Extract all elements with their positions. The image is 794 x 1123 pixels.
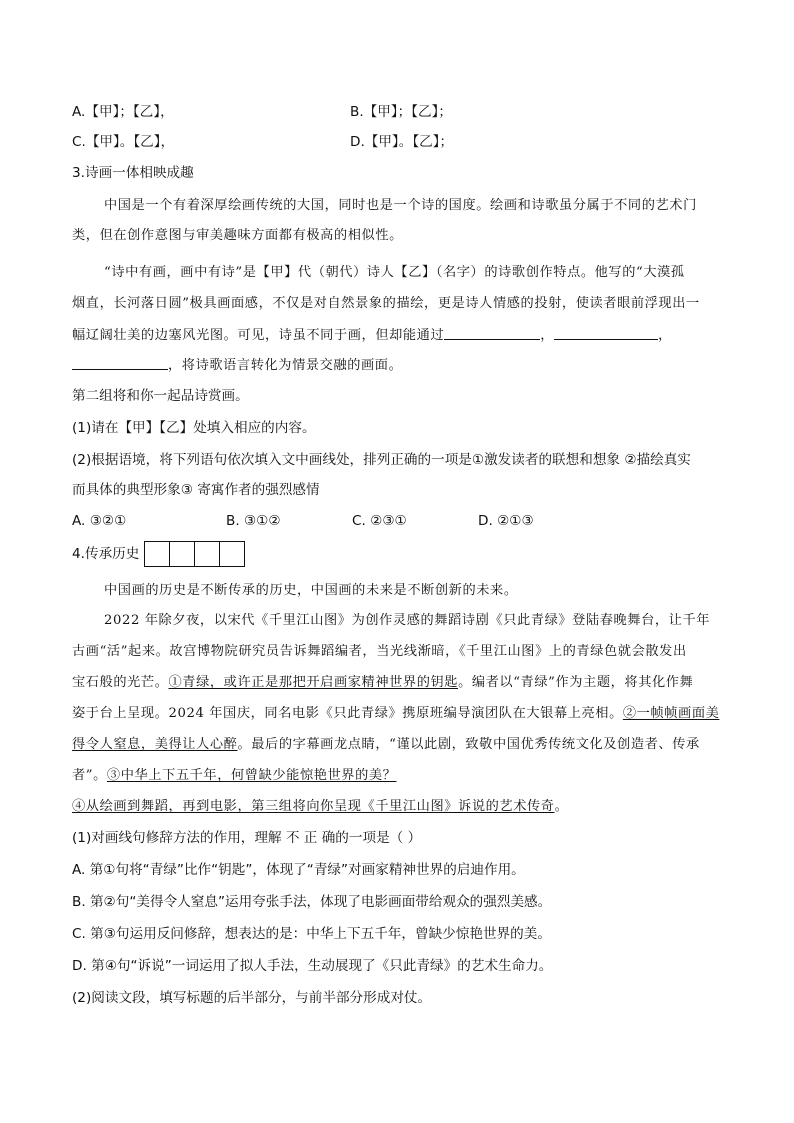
blank-3[interactable] — [72, 357, 168, 370]
q4-line3-text: 宝石般的光芒。 — [72, 675, 169, 690]
q4-subquestion-2: (2)阅读文段，填写标题的后半部分，与前半部分形成对仗。 — [72, 990, 432, 1006]
q4-para2-line4 — [72, 707, 719, 720]
underlined-sentence-3: ③中华上下五千年，何曾缺少能惊艳世界的美？ — [106, 768, 397, 783]
q3-para2-line3-text: 幅辽阔壮美的边塞风光图。可见，诗虽不同于画，但却能通过 — [72, 328, 445, 343]
underlined-sentence-4: ④从绘画到舞蹈，再到电影，第三组将向你呈现《千里江山图》诉说的艺术传奇 — [72, 799, 555, 814]
answer-box[interactable] — [194, 541, 220, 567]
q3-subquestion-1: (1)请在【甲】【乙】处填入相应的内容。 — [72, 420, 316, 436]
comma-1: ， — [540, 328, 555, 343]
q4-option-a: A. 第①句将“青绿”比作“钥匙”，体现了“青绿”对画家精神世界的启迪作用。 — [72, 862, 525, 878]
blank-1[interactable] — [444, 327, 540, 340]
option-b: B.【甲】；【乙】； — [350, 104, 452, 120]
q3-para2-line4 — [72, 357, 402, 372]
q3-para1-line1: 中国是一个有着深厚绘画传统的大国，同时也是一个诗的国度。绘画和诗歌虽分属于不同的艺术门 — [104, 198, 697, 213]
q3-option-c: C. ②③① — [352, 513, 407, 529]
q4-para2-line5 — [72, 738, 700, 751]
q3-subquestion-2-line1: (2)根据语境，将下列语句依次填入文中画线处，排列正确的一项是①激发读者的联想和想象 ②描绘真实 — [72, 452, 691, 468]
underlined-sentence-2-start: ②一帧帧画面美 — [622, 706, 720, 721]
q3-para2-line2: 烟直，长河落日圆”极具画面感，不仅是对自然景象的描绘，更是诗人情感的投射，使读者眼前浮现出一 — [72, 296, 700, 311]
option-c: C.【甲】。【乙】， — [72, 134, 175, 150]
q3-option-b: B. ③①② — [226, 513, 281, 529]
answer-box[interactable] — [219, 541, 245, 567]
q4-para2-line2: 古画“活”起来。故宫博物院研究员告诉舞蹈编者，当光线渐暗，《千里江山图》上的青绿色就会散发出 — [72, 644, 687, 659]
q3-option-d: D. ②①③ — [478, 513, 534, 529]
q3-para2-line4-text: ，将诗歌语言转化为情景交融的画面。 — [168, 358, 403, 373]
q4-para2-line1: 2022 年除夕夜，以宋代《千里江山图》为创作灵感的舞蹈诗剧《只此青绿》登陆春晚舞台，让千年 — [104, 613, 711, 628]
q4-para1: 中国画的历史是不断传承的历史，中国画的未来是不断创新的未来。 — [104, 583, 518, 598]
option-d: D.【甲】。【乙】； — [350, 134, 454, 150]
q4-para2-line7 — [72, 800, 568, 813]
q3-group-text: 第二组将和你一起品诗赏画。 — [72, 388, 249, 404]
q4-line4-text: 姿于台上呈现。2024 年国庆，同名电影《只此青绿》携原班编导演团队在大银幕上亮相。 — [72, 706, 623, 721]
answer-box[interactable] — [169, 541, 195, 567]
q4-option-c: C. 第③句运用反问修辞，想表达的是：中华上下五千年，曾缺少惊艳世界的美。 — [72, 926, 551, 942]
underlined-sentence-1: ①青绿，或许正是那把开启画家精神世界的钥匙 — [168, 675, 459, 690]
q3-para2-line1: “诗中有画，画中有诗”是【甲】代（朝代）诗人【乙】（名字）的诗歌创作特点。他写的“大漠孤 — [104, 265, 685, 280]
underlined-sentence-2-end: 得令人窒息，美得让人心醉 — [72, 737, 238, 752]
q4-title: 4.传承历史 — [72, 546, 140, 562]
q4-para2-line6 — [72, 769, 396, 782]
comma-2: ， — [658, 328, 672, 343]
q4-option-d: D. 第④句“诉说”一词运用了拟人手法，生动展现了《只此青绿》的艺术生命力。 — [72, 958, 553, 974]
q3-subquestion-2-line2: 而具体的典型形象③ 寄寓作者的强烈感情 — [72, 482, 320, 498]
option-a: A.【甲】；【乙】， — [72, 104, 174, 120]
q3-para1-line2: 类，但在创作意图与审美趣味方面都有极高的相似性。 — [72, 228, 403, 243]
blank-2[interactable] — [554, 327, 658, 340]
q3-para2-line3 — [72, 327, 672, 342]
answer-box[interactable] — [144, 541, 170, 567]
answer-boxes[interactable] — [144, 541, 245, 567]
q4-subquestion-1: (1)对画线句修辞方法的作用，理解 不 正 确的一项是（ ） — [72, 830, 422, 846]
q4-option-b: B. 第②句“美得令人窒息”运用夸张手法，体现了电影画面带给观众的强烈美感。 — [72, 894, 552, 910]
q4-line3-rest: 。编者以“青绿”作为主题，将其化作舞 — [458, 675, 694, 690]
q3-option-a: A. ③②① — [72, 513, 127, 529]
q3-title: 3.诗画一体相映成趣 — [72, 165, 194, 181]
q4-line7-rest: 。 — [554, 799, 569, 814]
q4-line5-rest: 。最后的字幕画龙点睛，“谨以此剧，致敬中国优秀传统文化及创造者、传承 — [237, 737, 700, 752]
q4-line6-text: 者”。 — [72, 768, 107, 783]
q4-para2-line3 — [72, 676, 693, 689]
